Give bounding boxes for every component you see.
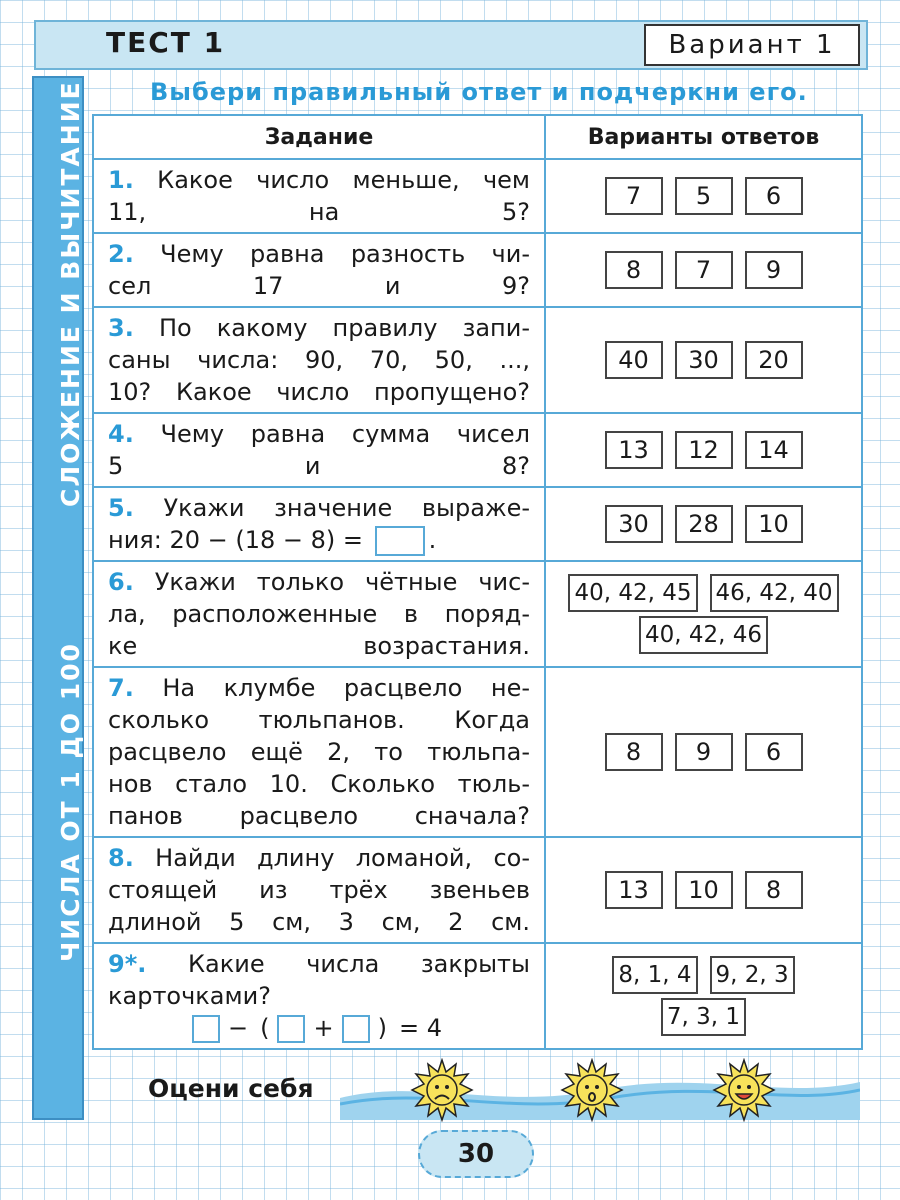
answer-option[interactable]: 10 [675, 871, 733, 909]
answer-row [548, 871, 859, 909]
answer-option[interactable]: 8 [605, 251, 663, 289]
task-line-text: Укажи значение выраже- [163, 494, 530, 522]
card-box-3[interactable] [342, 1015, 370, 1043]
task-number: 4. [108, 420, 134, 448]
answer-option[interactable]: 30 [605, 505, 663, 543]
happy-sun-icon[interactable] [712, 1058, 776, 1122]
answer-option[interactable]: 13 [605, 431, 663, 469]
test-title: ТЕСТ 1 [106, 26, 226, 59]
task-line-text: саны числа: 90, 70, 50, ..., [108, 346, 530, 374]
test-header [34, 20, 868, 70]
answer-option[interactable]: 6 [745, 733, 803, 771]
sad-sun-icon[interactable] [410, 1058, 474, 1122]
table-row [93, 159, 862, 233]
task-text [93, 837, 545, 943]
task-line-text: ке возрастания. [108, 632, 530, 660]
table-row [93, 943, 862, 1049]
task-text [93, 561, 545, 667]
neutral-sun-icon[interactable] [560, 1058, 624, 1122]
answer-option[interactable]: 12 [675, 431, 733, 469]
task-line [108, 704, 530, 736]
task-line-text: ла, расположенные в поряд- [108, 600, 530, 628]
task-line-text: Укажи только чётные чис- [154, 568, 530, 596]
answer-options [545, 561, 862, 667]
task-line [108, 270, 530, 302]
side-band-text [56, 80, 96, 1097]
side-band-topic: ЧИСЛА ОТ 1 ДО 100 [56, 642, 85, 962]
table-row [93, 233, 862, 307]
answer-row [548, 341, 859, 379]
task-line-text: Какое число меньше, чем [157, 166, 530, 194]
card-box-1[interactable] [192, 1015, 220, 1043]
side-band-section: СЛОЖЕНИЕ И ВЫЧИТАНИЕ [56, 80, 85, 507]
task-line [108, 450, 530, 482]
answer-options [545, 307, 862, 413]
task-line-text: стоящей из трёх звеньев [108, 876, 530, 904]
table-header-row [93, 115, 862, 159]
answer-row [548, 998, 859, 1036]
answer-options [545, 943, 862, 1049]
task-line [108, 598, 530, 630]
task-number: 9*. [108, 950, 147, 978]
task-line [108, 906, 530, 938]
column-header-task: Задание [93, 115, 545, 159]
equation-plus: + [313, 1014, 334, 1042]
answer-row [548, 733, 859, 771]
task-number: 5. [108, 494, 134, 522]
answer-option[interactable]: 40 [605, 341, 663, 379]
task-line [108, 842, 530, 874]
answer-option[interactable]: 7 [605, 177, 663, 215]
task-line [108, 344, 530, 376]
table-row [93, 561, 862, 667]
task-line [108, 238, 530, 270]
task-text [93, 943, 545, 1049]
task-line [108, 566, 530, 598]
answer-option[interactable]: 7, 3, 1 [661, 998, 746, 1036]
answer-row [548, 956, 859, 994]
equation-minus: − [228, 1014, 249, 1042]
task-line-text: На клумбе расцвело не- [162, 674, 530, 702]
task-line [108, 196, 530, 228]
table-row [93, 413, 862, 487]
answer-options [545, 233, 862, 307]
task-text [93, 307, 545, 413]
task-number: 1. [108, 166, 134, 194]
answer-option[interactable]: 13 [605, 871, 663, 909]
answer-blank-box[interactable] [375, 526, 425, 556]
task-line [108, 800, 530, 832]
answer-option[interactable]: 6 [745, 177, 803, 215]
answer-option[interactable]: 20 [745, 341, 803, 379]
equation-equals: = 4 [398, 1014, 442, 1042]
answer-option[interactable]: 8 [745, 871, 803, 909]
answer-option[interactable]: 40, 42, 46 [639, 616, 768, 654]
answer-row [548, 574, 859, 612]
task-text [93, 667, 545, 837]
rate-yourself-label: Оцени себя [148, 1074, 314, 1103]
task-text [93, 233, 545, 307]
task-line-text: сколько тюльпанов. Когда [108, 706, 530, 734]
task-line-text: Какие числа закрыты [188, 950, 530, 978]
task-line-text: расцвело ещё 2, то тюльпа- [108, 738, 530, 766]
task-line [108, 736, 530, 768]
answer-option[interactable]: 28 [675, 505, 733, 543]
answer-options [545, 837, 862, 943]
task-number: 8. [108, 844, 134, 872]
answer-row [548, 177, 859, 215]
task-line-text: Чему равна разность чи- [160, 240, 530, 268]
page-number-text: 30 [457, 1139, 495, 1169]
task-line [108, 524, 530, 556]
answer-option[interactable]: 9, 2, 3 [710, 956, 795, 994]
answer-option[interactable]: 10 [745, 505, 803, 543]
table-row [93, 307, 862, 413]
task-line-text: сел 17 и 9? [108, 272, 530, 300]
answer-option[interactable]: 8 [605, 733, 663, 771]
task-line-text: 5 и 8? [108, 452, 530, 480]
table-row [93, 487, 862, 561]
instruction: Выбери правильный ответ и подчеркни его. [150, 78, 808, 106]
answer-row [548, 251, 859, 289]
answer-option[interactable]: 9 [745, 251, 803, 289]
task-line [108, 630, 530, 662]
task-number: 6. [108, 568, 134, 596]
answer-option[interactable]: 46, 42, 40 [710, 574, 839, 612]
task-line-text: 11, на 5? [108, 198, 530, 226]
answer-row [548, 505, 859, 543]
task-line-text: длиной 5 см, 3 см, 2 см. [108, 908, 530, 936]
answer-option[interactable]: 7 [675, 251, 733, 289]
line-end: . [428, 526, 437, 554]
task-line-text: По какому правилу запи- [158, 314, 530, 342]
task-number: 7. [108, 674, 134, 702]
answer-option[interactable]: 9 [675, 733, 733, 771]
table-row [93, 667, 862, 837]
answer-options [545, 159, 862, 233]
task-line [108, 492, 530, 524]
task-number: 2. [108, 240, 134, 268]
task-line-text: ния: 20 − (18 − 8) = [108, 526, 363, 554]
task-line-text: Чему равна сумма чисел [160, 420, 530, 448]
task-line-text: карточками? [108, 982, 271, 1010]
table-row [93, 837, 862, 943]
card-box-2[interactable] [277, 1015, 305, 1043]
task-line [108, 874, 530, 906]
page-number [418, 1130, 534, 1178]
task-line [108, 376, 530, 408]
answer-row [548, 616, 859, 654]
task-line [108, 672, 530, 704]
variant-label: Вариант 1 [644, 24, 860, 66]
answer-row [548, 431, 859, 469]
task-table [92, 114, 863, 1050]
answer-options [545, 487, 862, 561]
task-text [93, 413, 545, 487]
task-line [108, 418, 530, 450]
answer-option[interactable]: 14 [745, 431, 803, 469]
task-line-text: панов расцвело сначала? [108, 802, 530, 830]
answer-options [545, 667, 862, 837]
column-header-answers: Варианты ответов [545, 115, 862, 159]
task-line-text: нов стало 10. Сколько тюль- [108, 770, 530, 798]
answer-option[interactable]: 8, 1, 4 [612, 956, 697, 994]
task-number: 3. [108, 314, 134, 342]
answer-option[interactable]: 5 [675, 177, 733, 215]
card-equation [108, 1012, 530, 1044]
task-line [108, 164, 530, 196]
task-text [93, 159, 545, 233]
task-line-text: Найди длину ломаной, со- [155, 844, 530, 872]
task-line [108, 948, 530, 980]
answer-option[interactable]: 40, 42, 45 [568, 574, 697, 612]
equation-close: ) [377, 1014, 387, 1042]
equation-open: ( [260, 1014, 270, 1042]
answer-option[interactable]: 30 [675, 341, 733, 379]
task-line-text: 10? Какое число пропущено? [108, 378, 530, 406]
task-line [108, 768, 530, 800]
task-line [108, 312, 530, 344]
task-line [108, 980, 530, 1012]
answer-options [545, 413, 862, 487]
task-text [93, 487, 545, 561]
